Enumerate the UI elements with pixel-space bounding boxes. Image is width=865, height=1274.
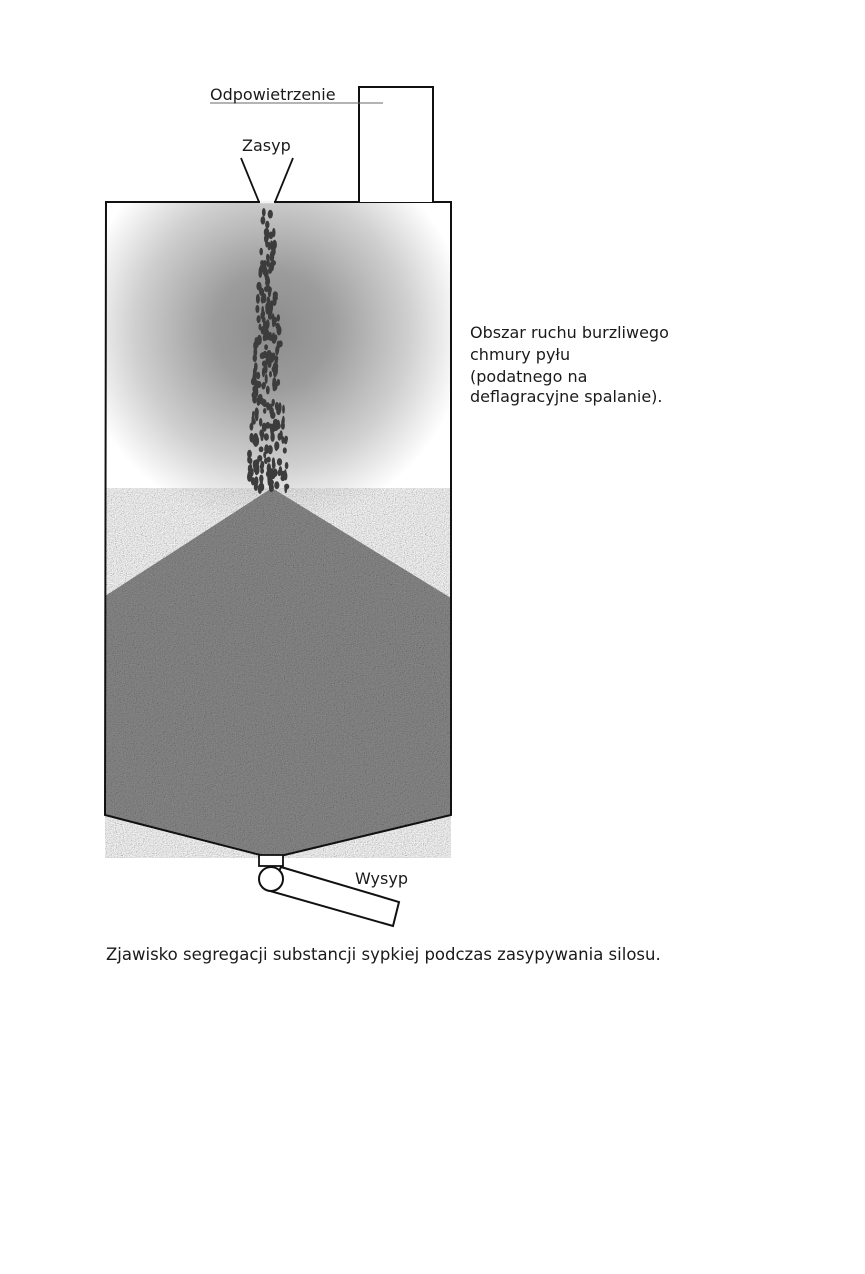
particle — [258, 484, 261, 491]
dust-zone-line: (podatnego na — [470, 367, 588, 386]
particle — [273, 469, 278, 477]
particle — [267, 473, 272, 483]
particle — [264, 344, 268, 350]
particle — [276, 323, 280, 330]
particle — [268, 210, 273, 219]
particle — [282, 405, 285, 414]
particle — [275, 442, 279, 451]
particle — [255, 337, 259, 343]
vent-label: Odpowietrzenie — [210, 85, 336, 104]
outlet-neck — [259, 855, 283, 866]
particle — [249, 433, 253, 443]
particle — [261, 352, 265, 358]
particle — [259, 324, 262, 331]
particle — [256, 294, 260, 304]
particle — [264, 458, 268, 465]
particle — [272, 353, 276, 361]
particle — [281, 422, 285, 430]
particle — [261, 216, 266, 224]
particle — [253, 348, 257, 357]
particle — [273, 295, 278, 302]
inlet-label: Zasyp — [242, 136, 291, 155]
particle — [249, 464, 252, 472]
rotary-valve-icon — [259, 867, 283, 891]
particle — [264, 433, 269, 441]
particle — [262, 367, 265, 377]
dust-zone-line: Obszar ruchu burzliwego — [470, 323, 669, 342]
dust-zone-line: deflagracyjne spalanie). — [470, 387, 663, 406]
particle — [257, 455, 262, 462]
particle — [270, 240, 273, 250]
particle — [272, 457, 275, 464]
particle — [262, 423, 266, 429]
particle — [256, 436, 259, 445]
particle — [269, 262, 274, 272]
particle — [262, 317, 266, 323]
particle — [263, 408, 266, 414]
particle — [279, 430, 282, 439]
particle — [255, 305, 259, 313]
particle — [273, 246, 276, 255]
particle — [265, 232, 269, 241]
particle — [265, 221, 269, 229]
particle — [273, 362, 278, 371]
particle — [277, 314, 280, 321]
particle — [270, 404, 273, 412]
particle — [276, 408, 281, 415]
particle — [257, 315, 261, 323]
particle — [260, 398, 264, 405]
particle — [248, 458, 252, 464]
particle — [268, 304, 273, 313]
particle — [269, 232, 274, 240]
particle — [274, 481, 279, 489]
particle — [255, 411, 259, 421]
particle — [261, 435, 264, 441]
particle — [263, 334, 266, 341]
particle — [259, 270, 263, 278]
particle — [262, 311, 265, 318]
figure-caption: Zjawisko segregacji substancji sypkiej podczas zasypywania silosu. — [106, 945, 661, 964]
particle — [265, 374, 268, 384]
particle — [264, 269, 269, 279]
vent-pipe — [359, 87, 433, 202]
inlet-funnel-right — [275, 158, 293, 202]
particle — [260, 461, 263, 471]
particle — [259, 446, 264, 452]
particle — [251, 377, 256, 384]
particle — [255, 465, 259, 475]
inlet-funnel-left — [241, 158, 259, 202]
particle — [252, 392, 256, 398]
particle — [273, 419, 278, 426]
particle — [267, 286, 272, 293]
particle — [272, 319, 275, 328]
particle — [261, 383, 265, 390]
particle — [262, 208, 266, 217]
particle — [259, 418, 262, 427]
particle — [269, 371, 272, 378]
particle — [285, 462, 289, 469]
particle — [261, 288, 264, 295]
particle — [283, 447, 287, 453]
particle — [284, 484, 287, 493]
particle — [259, 248, 263, 256]
dust-zone-label — [470, 323, 674, 406]
particle — [250, 423, 254, 431]
particle — [267, 360, 271, 368]
particle — [279, 466, 283, 476]
particle — [281, 475, 286, 481]
particle — [284, 436, 288, 442]
outlet-label: Wysyp — [355, 869, 408, 888]
particle — [266, 319, 270, 329]
particle — [270, 412, 275, 419]
particle — [272, 338, 277, 344]
particle — [279, 340, 283, 347]
particle — [266, 386, 270, 395]
particle — [263, 452, 266, 458]
particle — [247, 473, 252, 482]
particle — [277, 458, 282, 466]
particle — [272, 381, 277, 391]
particle — [254, 362, 258, 371]
particle — [252, 415, 255, 423]
particle — [247, 450, 252, 458]
dust-zone-line: chmury pyłu — [470, 345, 571, 364]
